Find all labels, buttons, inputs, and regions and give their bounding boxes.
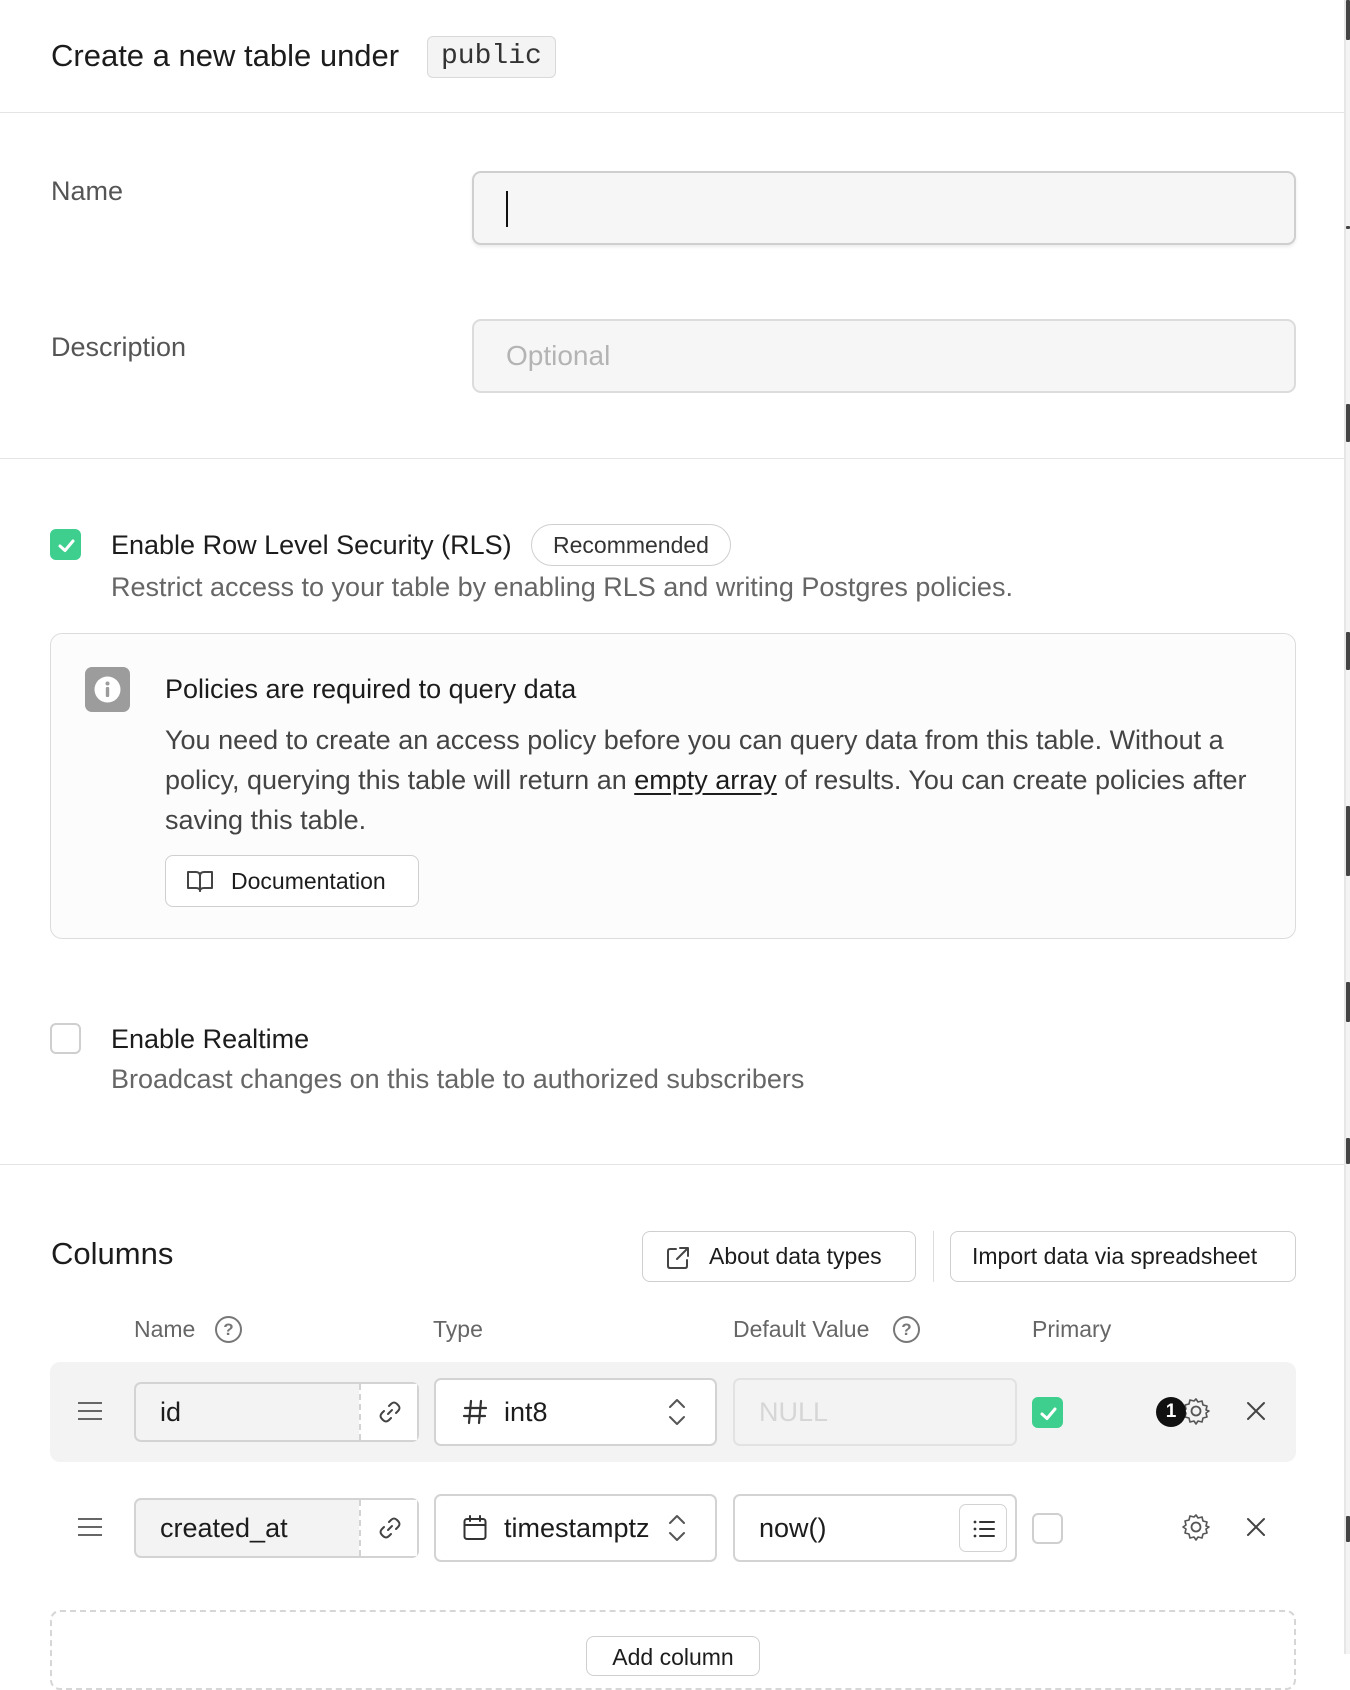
columns-title: Columns [51,1236,174,1271]
external-link-icon [665,1245,691,1271]
background-mark [1346,982,1350,1022]
rls-title: Enable Row Level Security (RLS) [111,530,512,560]
column-header-primary: Primary [1032,1316,1112,1342]
text-caret [506,191,508,227]
gear-icon[interactable] [1181,1512,1211,1542]
description-placeholder: Optional [506,340,611,371]
add-column-button[interactable]: Add column [586,1636,760,1676]
panel-header [0,0,1344,113]
hash-icon [462,1398,488,1426]
background-mark [1346,806,1350,876]
info-icon [85,667,130,712]
default-value-input[interactable] [733,1494,1017,1562]
realtime-description: Broadcast changes on this table to authorized subscribers [111,1064,805,1094]
check-icon [1038,1403,1059,1424]
calendar-icon [462,1514,488,1542]
schema-badge: public [427,36,556,78]
default-suggestions-button[interactable] [959,1504,1007,1552]
settings-count-badge: 1 [1156,1397,1186,1427]
column-header-name: Name [134,1316,196,1342]
description-label: Description [51,332,187,362]
chevrons-up-down-icon [667,1396,687,1428]
column-header-default: Default Value [733,1316,870,1342]
import-spreadsheet-button[interactable] [950,1231,1296,1282]
background-mark [1346,1516,1350,1542]
about-data-types-button[interactable] [642,1231,916,1282]
policies-alert [50,633,1296,939]
list-icon [972,1518,996,1540]
column-type-select[interactable] [434,1494,717,1562]
column-header-type: Type [433,1316,483,1342]
drag-handle-icon[interactable] [78,1518,102,1536]
realtime-checkbox[interactable] [50,1023,81,1054]
close-icon[interactable] [1241,1512,1271,1542]
default-value-placeholder: NULL [759,1397,829,1427]
documentation-button[interactable] [165,855,419,907]
link-icon [378,1400,402,1424]
column-type-select[interactable] [434,1378,717,1446]
drag-handle-icon[interactable] [78,1402,102,1420]
button-separator [933,1231,934,1282]
book-icon [186,869,214,893]
alert-body-text-end: of results. You can create policies after saving this table. [165,765,1247,835]
name-help-icon[interactable]: ? [215,1316,242,1343]
empty-array-link[interactable]: empty array [634,765,777,795]
chevrons-up-down-icon [667,1512,687,1544]
background-mark [1346,0,1350,40]
link-icon [378,1516,402,1540]
background-mark [1346,1138,1350,1164]
about-data-types-label: About data types [709,1243,882,1269]
table-name-input[interactable] [472,171,1296,245]
documentation-label: Documentation [231,868,386,894]
rls-checkbox[interactable] [50,529,81,560]
foreign-key-button[interactable] [359,1500,417,1556]
rls-description: Restrict access to your table by enabling RLS and writing Postgres policies. [111,572,1013,602]
column-type-value: timestamptz [504,1513,650,1543]
alert-title: Policies are required to query data [165,674,577,704]
background-mark [1346,632,1350,670]
default-value-input[interactable] [733,1378,1017,1446]
alert-body [165,720,1275,840]
column-name-value: created_at [160,1513,288,1543]
description-input[interactable] [472,319,1296,393]
column-type-value: int8 [504,1397,548,1427]
primary-key-checkbox[interactable] [1032,1513,1063,1544]
default-help-icon[interactable]: ? [893,1316,920,1343]
primary-key-checkbox[interactable] [1032,1397,1063,1428]
realtime-title: Enable Realtime [111,1024,310,1054]
default-value-text: now() [759,1513,827,1543]
close-icon[interactable] [1241,1396,1271,1426]
background-mark [1346,404,1350,442]
foreign-key-button[interactable] [359,1384,417,1440]
section-divider [0,458,1344,459]
background-mark [1346,226,1350,229]
panel-title: Create a new table under [51,38,400,73]
name-label: Name [51,176,124,206]
recommended-badge: Recommended [531,524,731,566]
section-divider [0,1164,1344,1165]
import-spreadsheet-label: Import data via spreadsheet [972,1243,1258,1269]
check-icon [56,535,77,556]
column-name-value: id [160,1397,182,1427]
column-name-input[interactable] [134,1498,419,1558]
alert-body-text: You need to create an access policy before you can query data from this table. Without a policy, querying this table will return an [165,725,1224,795]
column-name-input[interactable] [134,1382,419,1442]
